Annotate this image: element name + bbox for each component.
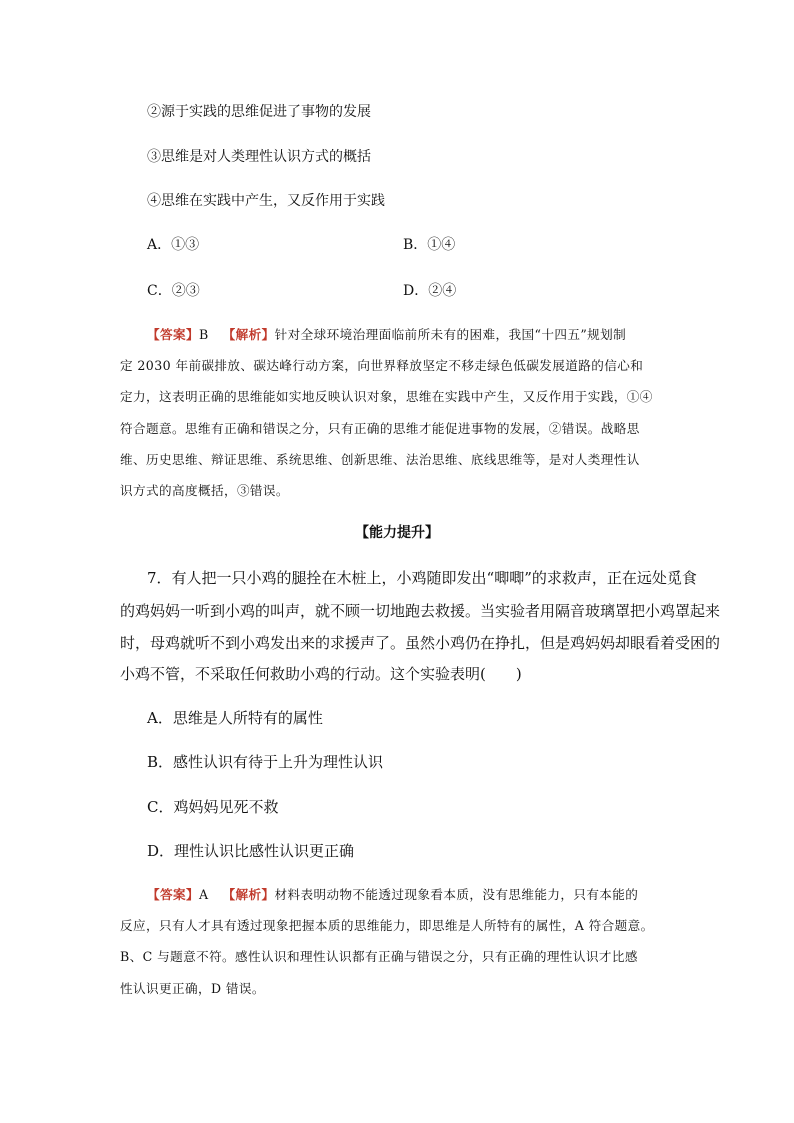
answer-6-first-line: [147, 325, 626, 345]
question-7-stem: 7．有人把一只小鸡的腿拴在木桩上，小鸡随即发出“唧唧”的求救声，正在远处觅食: [147, 569, 697, 587]
answer-value: B: [198, 327, 209, 342]
question-7-option-c: C．鸡妈妈见死不救: [147, 798, 279, 816]
question-7-stem: 的鸡妈妈一听到小鸡的叫声，就不顾一切地跑去救援。当实验者用隔音玻璃罩把小鸡罩起来: [120, 602, 721, 620]
analysis-text-line: 材料表明动物不能透过现象看本质，没有思维能力，只有本能的: [274, 887, 639, 902]
question-7-option-a: A．思维是人所特有的属性: [147, 709, 323, 727]
question-7-stem: 小鸡不管，不采取任何救助小鸡的行动。这个实验表明( ): [120, 665, 522, 683]
choice-d: D．②④: [403, 283, 457, 299]
question-7-option-b: B．感性认识有待于上升为理性认识: [147, 753, 384, 771]
section-heading: 【能力提升】: [355, 525, 439, 541]
statement-option-3: ③思维是对人类理性认识方式的概括: [147, 149, 371, 165]
answer-7-first-line: [147, 885, 638, 905]
answer-value: A: [198, 887, 209, 902]
analysis-text-line: 性认识更正确，D 错误。: [120, 981, 265, 996]
choice-b: B．①④: [403, 237, 456, 253]
choice-a: A．①③: [147, 237, 200, 253]
question-7-stem: 时，母鸡就听不到小鸡发出来的求援声了。虽然小鸡仍在挣扎，但是鸡妈妈却眼看着受困的: [120, 634, 721, 652]
answer-tag: 【答案】: [147, 887, 199, 902]
analysis-tag: 【解析】: [222, 327, 275, 342]
analysis-text-line: 针对全球环境治理面临前所未有的困难，我国“十四五”规划制: [274, 327, 627, 342]
analysis-tag: 【解析】: [222, 887, 275, 902]
analysis-text-line: 符合题意。思维有正确和错误之分，只有正确的思维才能促进事物的发展，②错误。战略思: [120, 421, 640, 436]
analysis-text-line: 反应，只有人才具有透过现象把握本质的思维能力，即思维是人所特有的属性，A 符合题意。: [120, 918, 654, 933]
statement-option-2: ②源于实践的思维促进了事物的发展: [147, 104, 371, 120]
analysis-text-line: 维、历史思维、辩证思维、系统思维、创新思维、法治思维、底线思维等，是对人类理性认: [120, 452, 640, 467]
question-7-option-d: D．理性认识比感性认识更正确: [147, 842, 355, 860]
analysis-text-line: 定力，这表明正确的思维能如实地反映认识对象，思维在实践中产生，又反作用于实践，①④: [120, 389, 653, 404]
analysis-text-line: 识方式的高度概括，③错误。: [120, 483, 289, 498]
statement-option-4: ④思维在实践中产生，又反作用于实践: [147, 193, 385, 209]
choice-c: C．②③: [147, 283, 200, 299]
analysis-text-line: B、C 与题意不符。感性认识和理性认识都有正确与错误之分，只有正确的理性认识才比感: [120, 949, 638, 964]
analysis-text-line: 定 2030 年前碳排放、碳达峰行动方案，向世界释放坚定不移走绿色低碳发展道路的信心和: [120, 358, 644, 373]
answer-tag: 【答案】: [147, 327, 199, 342]
